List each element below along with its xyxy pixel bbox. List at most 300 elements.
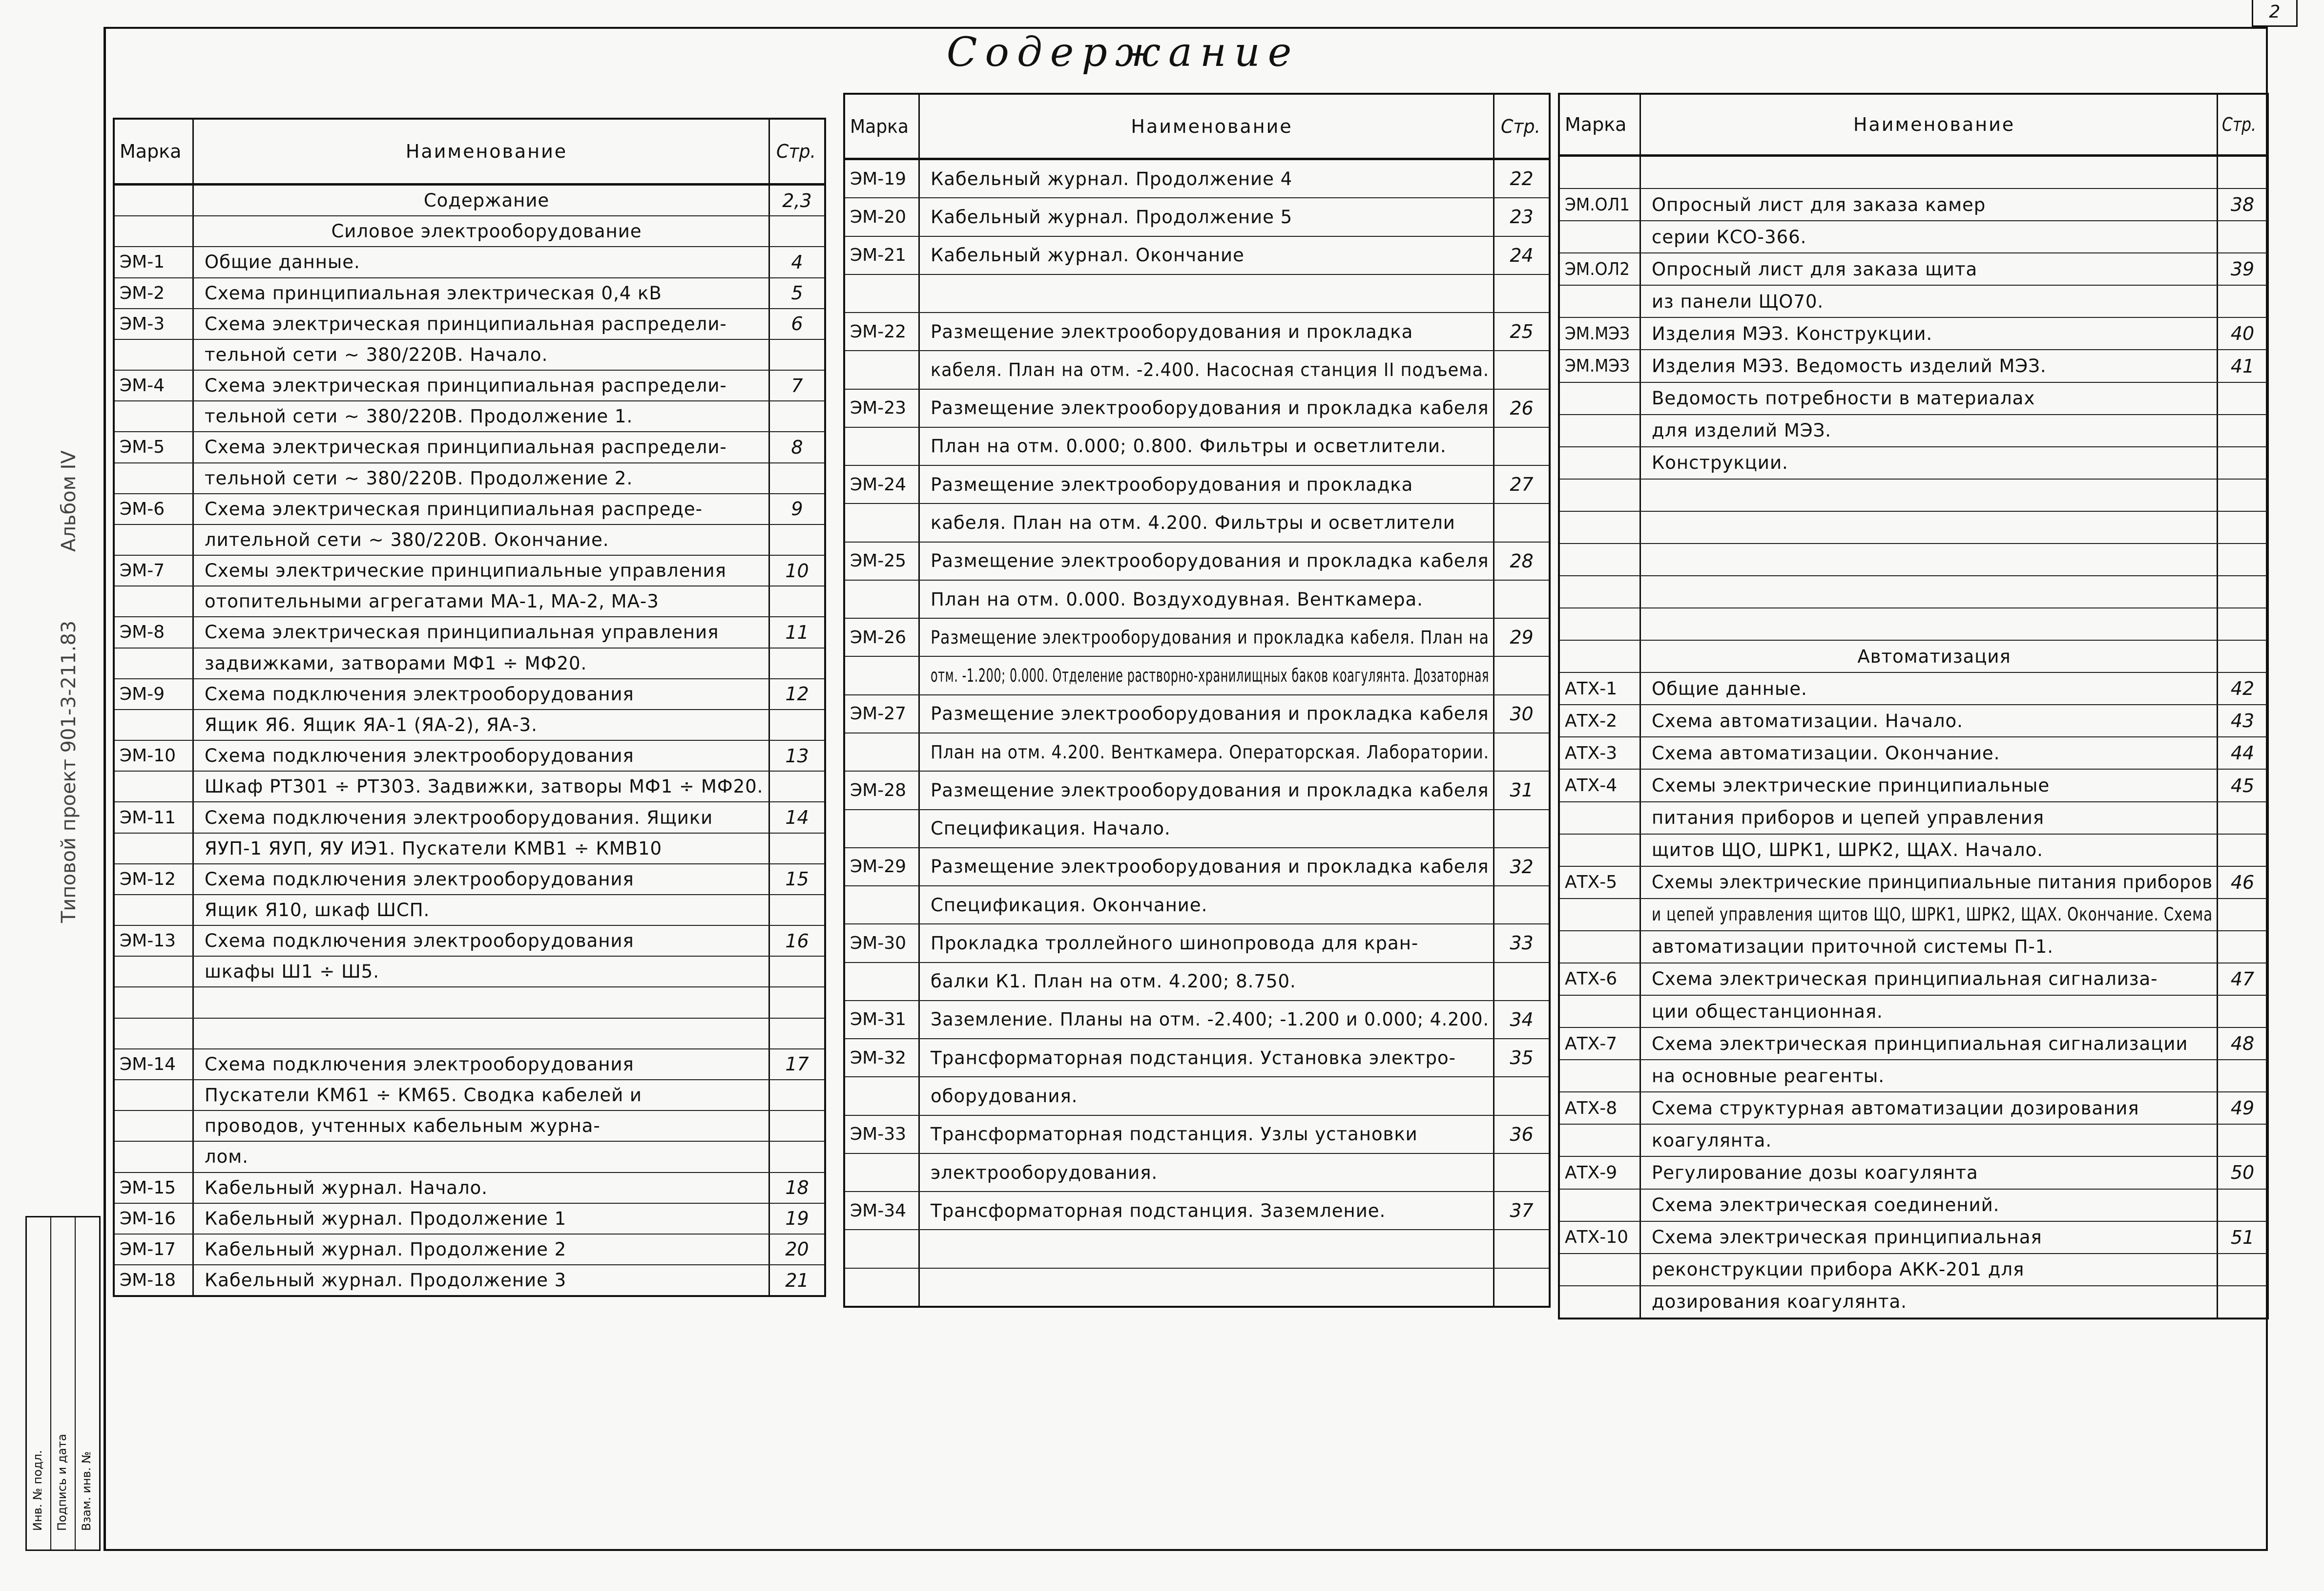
name-cell: [194, 1235, 770, 1264]
name-cell-text: лительной сети ~ 380/220В. Окончание.: [205, 529, 609, 550]
mark-cell: [115, 186, 194, 215]
name-cell: [920, 466, 1494, 503]
name-cell-text: ЯУП-1 ЯУП, ЯУ ИЭ1. Пускатели КМВ1 ÷ КМВ10: [205, 837, 663, 859]
name-cell-text: Изделия МЭЗ. Конструкции.: [1652, 323, 1933, 344]
name-cell: [194, 957, 770, 986]
page-cell: [1494, 581, 1549, 618]
mark-cell: [845, 886, 920, 923]
page-cell: [1494, 1039, 1549, 1076]
table-row: [1560, 1157, 2267, 1189]
name-cell-text: проводов, учтенных кабельным журна-: [205, 1115, 601, 1137]
name-cell-text: Схема автоматизации. Окончание.: [1652, 742, 2000, 764]
mark-cell: [115, 586, 194, 616]
name-cell: [194, 772, 770, 801]
name-cell-text: Кабельный журнал. Продолжение 4: [931, 168, 1293, 189]
table-row: [845, 160, 1549, 198]
table-row: [845, 428, 1549, 466]
table-row: [115, 864, 824, 895]
page-cell-text: 24: [1510, 244, 1534, 266]
page-cell-text: 43: [2230, 710, 2255, 732]
page-cell: [1494, 1269, 1549, 1306]
table-row: [845, 351, 1549, 389]
mark-cell: [845, 237, 920, 274]
page-cell: [2218, 512, 2267, 543]
mark-cell: [845, 313, 920, 350]
header-mark-text: Марка: [1565, 114, 1627, 135]
page-cell: [2218, 835, 2267, 866]
mark-cell: [115, 309, 194, 339]
table-row: [1560, 512, 2267, 544]
table-row: [115, 525, 824, 556]
name-cell: [920, 657, 1494, 694]
mark-cell-text: ЭМ-32: [850, 1047, 906, 1068]
page-cell-text: 10: [785, 560, 809, 582]
name-cell: [194, 247, 770, 277]
page-cell-text: 35: [1510, 1047, 1534, 1069]
page-cell: [1494, 504, 1549, 541]
name-cell: [194, 309, 770, 339]
mark-cell: [1560, 867, 1641, 898]
mark-cell: [1560, 544, 1641, 575]
page-cell: [1494, 772, 1549, 809]
page-cell-text: 29: [1510, 627, 1534, 649]
page-cell: [2218, 318, 2267, 349]
name-cell: [194, 340, 770, 370]
name-cell-text: ции общестанционная.: [1652, 1001, 1883, 1022]
mark-cell: [845, 772, 920, 809]
mark-cell-text: ЭМ.МЭЗ: [1565, 356, 1630, 376]
page-cell: [770, 340, 824, 370]
name-cell-text: Опросный лист для заказа щита: [1652, 258, 1978, 280]
page-cell: [1494, 198, 1549, 235]
page-cell: [1494, 466, 1549, 503]
name-cell: [194, 494, 770, 524]
page-cell-text: 15: [785, 868, 809, 890]
name-cell-text: Содержание: [423, 190, 550, 211]
page-cell-text: 36: [1510, 1123, 1534, 1145]
header-name-text: Наименование: [405, 141, 568, 162]
table-row: [115, 340, 824, 371]
mark-cell: [845, 963, 920, 1000]
name-cell: [920, 1116, 1494, 1153]
page-cell: [2218, 480, 2267, 511]
name-cell: [1641, 221, 2218, 252]
page-cell: [2218, 383, 2267, 414]
page-cell: [2218, 1157, 2267, 1188]
mark-cell: [1560, 1028, 1641, 1059]
page-cell-text: 39: [2230, 258, 2255, 280]
name-cell-text: Трансформаторная подстанция. Заземление.: [931, 1200, 1386, 1221]
page-cell: [1494, 619, 1549, 656]
page-cell: [2218, 189, 2267, 220]
page-cell: [770, 864, 824, 894]
name-cell: [194, 1142, 770, 1172]
page-cell-text: 33: [1510, 932, 1534, 954]
mark-cell: [845, 1077, 920, 1114]
page-cell: [770, 772, 824, 801]
mark-cell: [1560, 1092, 1641, 1124]
table-header: [115, 120, 824, 186]
page-cell: [2218, 1190, 2267, 1221]
table-row: [1560, 1060, 2267, 1092]
mark-cell: [1560, 996, 1641, 1027]
table-row: [1560, 447, 2267, 480]
mark-cell: [845, 848, 920, 885]
page-cell: [1494, 275, 1549, 312]
mark-cell: [115, 772, 194, 801]
table-row: [115, 1049, 824, 1080]
name-cell-text: Пускатели КМ61 ÷ КМ65. Сводка кабелей и: [205, 1085, 642, 1106]
page-cell-text: 37: [1510, 1200, 1534, 1222]
mark-cell-text: ЭМ-19: [850, 168, 906, 189]
table-row: [845, 466, 1549, 504]
page-cell: [2218, 1092, 2267, 1124]
header-mark-text: Марка: [850, 115, 909, 137]
name-cell-text: Схема подключения электрооборудования: [205, 1053, 634, 1075]
mark-cell: [845, 275, 920, 312]
mark-cell-text: АТХ-2: [1565, 711, 1618, 731]
page-cell: [770, 1080, 824, 1110]
name-cell: [1641, 415, 2218, 446]
name-cell: [920, 1230, 1494, 1267]
table-row: [845, 772, 1549, 810]
table-row: [845, 198, 1549, 236]
page-cell-text: 27: [1510, 474, 1534, 496]
name-cell-text: Размещение электрооборудования и прокладка кабеля. План на: [931, 627, 1489, 648]
name-cell: [920, 848, 1494, 885]
page-cell: [1494, 1154, 1549, 1191]
page-cell: [770, 741, 824, 771]
page-cell: [1494, 848, 1549, 885]
page-cell: [770, 1019, 824, 1048]
contents-table-1: [113, 118, 826, 1297]
mark-cell: [845, 924, 920, 962]
mark-cell: [115, 957, 194, 986]
name-cell: [920, 198, 1494, 235]
table-row: [115, 401, 824, 432]
page-cell: [770, 1142, 824, 1172]
name-cell-text: тельной сети ~ 380/220В. Продолжение 2.: [205, 467, 633, 489]
name-cell-text: Схемы электрические принципиальные управления: [205, 560, 726, 582]
page-cell-text: 21: [785, 1269, 809, 1291]
mark-cell: [845, 1039, 920, 1076]
mark-cell: [1560, 608, 1641, 640]
table-row: [1560, 1286, 2267, 1318]
name-cell: [1641, 447, 2218, 479]
page-cell-text: 23: [1510, 206, 1534, 228]
page-cell: [2218, 1222, 2267, 1253]
page-cell-text: 11: [785, 621, 809, 643]
name-cell: [194, 710, 770, 740]
page-cell: [770, 926, 824, 956]
page-cell: [1494, 1116, 1549, 1153]
margin-stamp: [25, 1216, 101, 1551]
name-cell: [920, 886, 1494, 923]
mark-cell: [1560, 1157, 1641, 1188]
table-row: [845, 1269, 1549, 1306]
table-row: [115, 586, 824, 617]
name-cell: [194, 895, 770, 925]
name-cell-text: задвижками, затворами МФ1 ÷ МФ20.: [205, 652, 587, 674]
table-row: [845, 657, 1549, 695]
mark-cell: [1560, 802, 1641, 834]
mark-cell-text: ЭМ-5: [120, 437, 165, 458]
table-row: [845, 275, 1549, 313]
name-cell: [194, 1080, 770, 1110]
page-cell-text: 34: [1510, 1008, 1534, 1030]
name-cell: [1641, 189, 2218, 220]
table-row: [115, 617, 824, 648]
mark-cell: [115, 1173, 194, 1203]
mark-cell: [845, 657, 920, 694]
table-row: [1560, 770, 2267, 802]
mark-cell-text: ЭМ-25: [850, 551, 906, 571]
table-row: [1560, 1028, 2267, 1060]
page-cell-text: 17: [785, 1053, 809, 1075]
mark-cell: [1560, 447, 1641, 479]
name-cell-text: из панели ЩО70.: [1652, 291, 1824, 312]
table-row: [1560, 157, 2267, 189]
name-cell: [194, 1049, 770, 1079]
mark-cell: [1560, 350, 1641, 381]
table-row: [1560, 996, 2267, 1028]
page-cell: [770, 309, 824, 339]
page-cell-text: 5: [791, 282, 803, 304]
mark-cell: [115, 371, 194, 400]
mark-cell-text: ЭМ-24: [850, 474, 906, 495]
page-cell: [770, 525, 824, 555]
page-cell: [1494, 390, 1549, 427]
table-row: [845, 390, 1549, 428]
mark-cell: [1560, 318, 1641, 349]
page-cell-text: 25: [1510, 321, 1534, 343]
table-row: [1560, 673, 2267, 705]
header-page-text: Стр.: [776, 141, 816, 162]
page-cell: [1494, 1077, 1549, 1114]
mark-cell: [1560, 1222, 1641, 1253]
name-cell: [194, 679, 770, 709]
album-label: Альбом IV: [58, 450, 80, 552]
mark-cell: [1560, 576, 1641, 607]
table-row: [115, 987, 824, 1018]
stamp-cell-label: Инв. № подл.: [31, 1450, 44, 1531]
mark-cell-text: ЭМ-10: [120, 746, 176, 766]
page-cell: [770, 617, 824, 647]
name-cell: [920, 351, 1494, 388]
mark-cell: [1560, 1254, 1641, 1285]
table-row: [845, 543, 1549, 581]
table-row: [845, 1116, 1549, 1154]
page-cell: [770, 1265, 824, 1295]
contents-table-2: [843, 93, 1551, 1308]
name-cell: [920, 1077, 1494, 1114]
name-cell-text: Размещение электрооборудования и прокладка кабеля: [931, 398, 1489, 419]
page-cell-text: 48: [2230, 1033, 2255, 1055]
name-cell-text: дозирования коагулянта.: [1652, 1291, 1907, 1313]
table-row: [845, 237, 1549, 275]
mark-cell-text: АТХ-8: [1565, 1098, 1618, 1118]
page-cell-text: 7: [791, 375, 803, 397]
page-cell: [2218, 286, 2267, 317]
page-cell: [770, 494, 824, 524]
name-cell: [1641, 963, 2218, 995]
table-row: [1560, 835, 2267, 867]
name-cell-text: Ящик Я6. Ящик ЯА-1 (ЯА-2), ЯА-3.: [205, 714, 538, 735]
name-cell-text: План на отм. 0.000. Воздуходувная. Венткамера.: [931, 588, 1423, 610]
mark-cell-text: ЭМ-9: [120, 684, 165, 704]
name-cell-text: Размещение электрооборудования и прокладка кабеля: [931, 550, 1489, 572]
mark-cell: [115, 1142, 194, 1172]
name-cell-text: Схема подключения электрооборудования. Ящики: [205, 807, 713, 828]
header-page: [770, 120, 824, 183]
name-cell: [194, 186, 770, 215]
mark-cell: [115, 710, 194, 740]
table-row: [845, 695, 1549, 733]
table-row: [1560, 221, 2267, 253]
name-cell-text: кабеля. План на отм. 4.200. Фильтры и осветлители: [931, 512, 1455, 534]
page-cell: [770, 957, 824, 986]
page-cell-text: 9: [791, 498, 803, 520]
mark-cell: [1560, 641, 1641, 672]
name-cell: [1641, 737, 2218, 769]
page-cell: [770, 895, 824, 925]
page-cell: [2218, 641, 2267, 672]
mark-cell: [115, 247, 194, 277]
mark-cell: [845, 504, 920, 541]
table-row: [845, 581, 1549, 619]
mark-cell: [115, 1204, 194, 1234]
page-cell: [1494, 657, 1549, 694]
mark-cell: [1560, 1060, 1641, 1091]
table-row: [115, 1204, 824, 1235]
name-cell-text: Кабельный журнал. Начало.: [205, 1177, 488, 1198]
table-row: [1560, 383, 2267, 415]
name-cell: [1641, 1190, 2218, 1221]
table-header: [1560, 95, 2267, 157]
name-cell-text: Размещение электрооборудования и прокладка: [931, 321, 1413, 342]
mark-cell: [1560, 1190, 1641, 1221]
name-cell-text: реконструкции прибора АКК-201 для: [1652, 1259, 2025, 1280]
name-cell: [920, 1192, 1494, 1229]
table-row: [115, 463, 824, 494]
table-row: [115, 895, 824, 926]
name-cell-text: Заземление. Планы на отм. -2.400; -1.200 и 0.000; 4.200.: [931, 1009, 1489, 1030]
name-cell-text: Размещение электрооборудования и прокладка кабеля: [931, 856, 1489, 878]
mark-cell: [845, 428, 920, 465]
page-cell: [770, 834, 824, 863]
mark-cell-text: АТХ-5: [1565, 872, 1618, 893]
name-cell-text: для изделий МЭЗ.: [1652, 420, 1832, 441]
table-row: [1560, 415, 2267, 447]
name-cell: [920, 1039, 1494, 1076]
name-cell: [194, 216, 770, 246]
table-row: [845, 1230, 1549, 1268]
page-cell: [770, 556, 824, 586]
mark-cell-text: ЭМ-31: [850, 1009, 906, 1030]
table-row: [115, 649, 824, 679]
mark-cell-text: ЭМ-12: [120, 869, 176, 889]
page-cell: [1494, 428, 1549, 465]
page-cell: [2218, 899, 2267, 930]
stamp-cell: [76, 1217, 99, 1549]
mark-cell-text: ЭМ-1: [120, 252, 165, 272]
mark-cell-text: ЭМ-23: [850, 398, 906, 419]
mark-cell: [1560, 286, 1641, 317]
table-row: [115, 494, 824, 525]
mark-cell-text: ЭМ.ОЛ2: [1565, 259, 1630, 279]
name-cell: [1641, 512, 2218, 543]
name-cell: [194, 1204, 770, 1234]
name-cell: [920, 275, 1494, 312]
name-cell-text: шкафы Ш1 ÷ Ш5.: [205, 961, 379, 983]
section-row: [115, 216, 824, 247]
mark-cell-text: ЭМ-30: [850, 933, 906, 953]
name-cell-text: Ящик Я10, шкаф ШСП.: [205, 900, 430, 921]
mark-cell: [1560, 512, 1641, 543]
table-row: [1560, 931, 2267, 963]
name-cell: [920, 1269, 1494, 1306]
stamp-cell-label: Взам. инв. №: [80, 1451, 93, 1531]
mark-cell-text: ЭМ-21: [850, 245, 906, 266]
mark-cell: [115, 679, 194, 709]
name-cell: [1641, 996, 2218, 1027]
mark-cell-text: ЭМ-4: [120, 376, 165, 396]
mark-cell-text: ЭМ-33: [850, 1124, 906, 1145]
page-cell: [2218, 1060, 2267, 1091]
mark-cell-text: ЭМ-26: [850, 627, 906, 648]
name-cell: [194, 586, 770, 616]
name-cell-text: Прокладка троллейного шинопровода для кран-: [931, 932, 1419, 954]
table-row: [845, 1001, 1549, 1039]
mark-cell-text: ЭМ-28: [850, 780, 906, 800]
mark-cell: [845, 466, 920, 503]
table-row: [1560, 480, 2267, 512]
name-cell-text: Схема автоматизации. Начало.: [1652, 710, 1963, 732]
mark-cell: [115, 834, 194, 863]
mark-cell-text: АТХ-7: [1565, 1033, 1618, 1054]
name-cell: [1641, 350, 2218, 381]
table-row: [115, 1111, 824, 1142]
name-cell: [1641, 608, 2218, 640]
name-cell: [920, 504, 1494, 541]
page-cell: [770, 463, 824, 493]
name-cell: [194, 649, 770, 678]
table-row: [1560, 867, 2267, 899]
mark-cell: [1560, 673, 1641, 704]
mark-cell: [1560, 221, 1641, 252]
page-cell: [770, 987, 824, 1017]
page-cell-text: 38: [2230, 194, 2255, 216]
page-cell-text: 18: [785, 1177, 809, 1199]
name-cell-text: Схема электрическая принципиальная сигнализа-: [1652, 968, 2158, 990]
page-cell: [2218, 1286, 2267, 1318]
name-cell-text: План на отм. 0.000; 0.800. Фильтры и осветлители.: [931, 436, 1447, 457]
table-row: [115, 309, 824, 340]
header-mark: [845, 95, 920, 158]
table-row: [845, 1039, 1549, 1077]
page-cell: [2218, 576, 2267, 607]
table-row: [1560, 544, 2267, 576]
table-row: [845, 886, 1549, 924]
mark-cell: [115, 926, 194, 956]
mark-cell-text: ЭМ.МЭЗ: [1565, 323, 1630, 344]
table-row: [115, 247, 824, 278]
table-row: [1560, 253, 2267, 286]
name-cell: [194, 1265, 770, 1295]
table-row: [115, 1235, 824, 1265]
section-row: [1560, 641, 2267, 673]
page-cell: [770, 1204, 824, 1234]
